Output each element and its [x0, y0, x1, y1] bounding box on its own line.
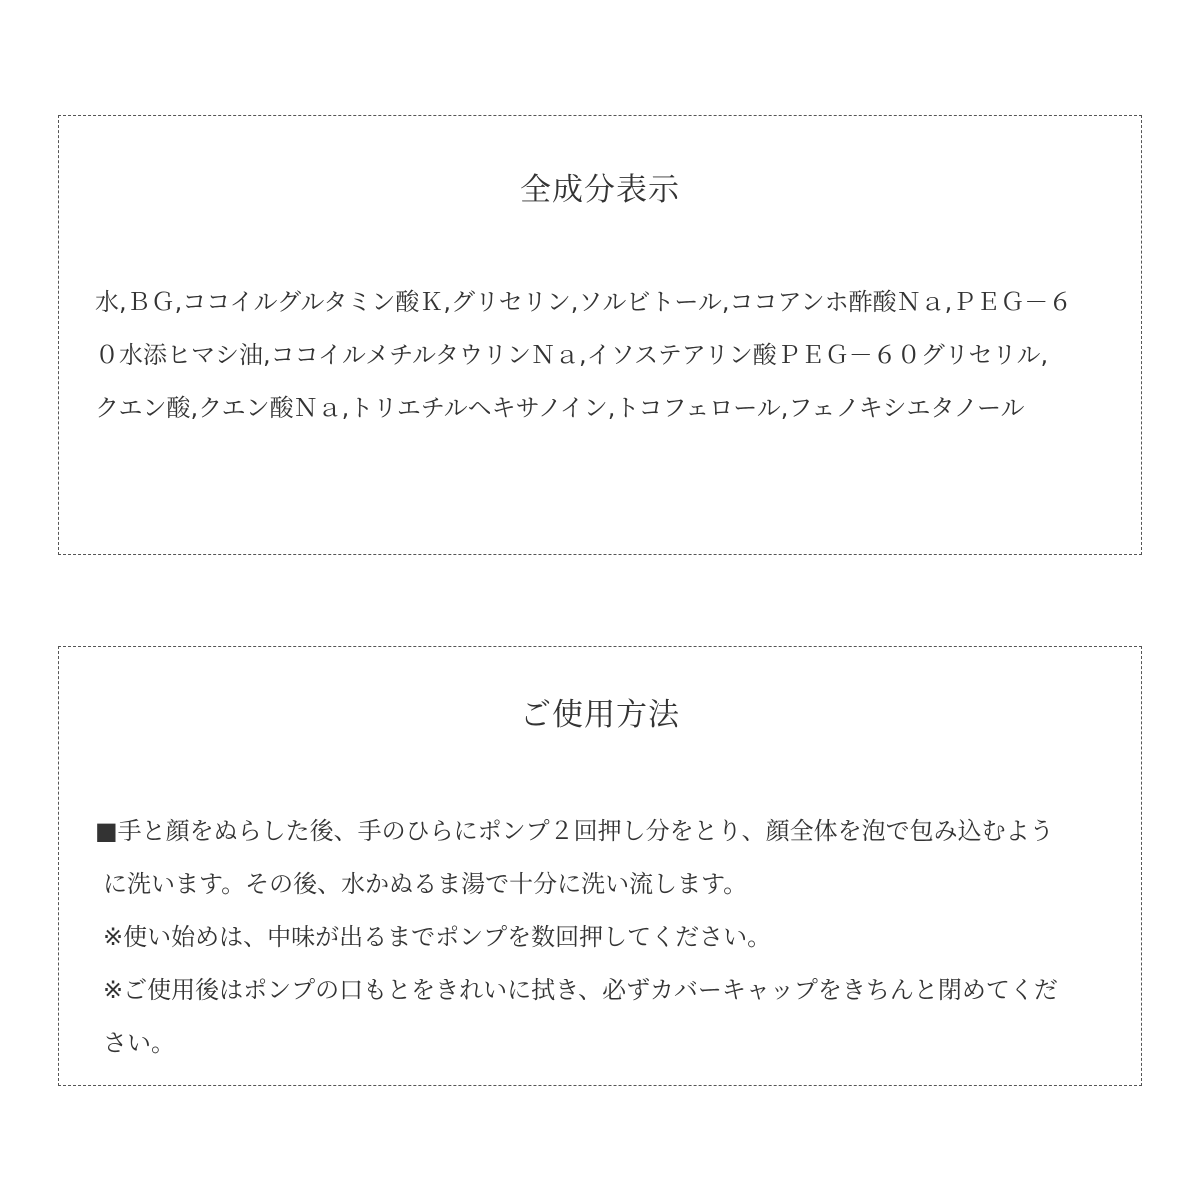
ingredients-panel [58, 115, 1142, 555]
ingredients-line: ０水添ヒマシ油,ココイルメチルタウリンＮａ,イソステアリン酸ＰＥＧ－６０グリセリル, [95, 341, 1049, 369]
usage-panel [58, 646, 1142, 1086]
usage-line: ※使い始めは、中味が出るまでポンプを数回押してください。 [103, 923, 772, 951]
usage-line: さい。 [103, 1029, 175, 1057]
ingredients-title: 全成分表示 [520, 172, 680, 208]
ingredients-list [95, 276, 1105, 435]
usage-title: ご使用方法 [520, 697, 680, 733]
usage-instructions [95, 805, 1105, 1070]
usage-line: ※ご使用後はポンプの口もとをきれいに拭き、必ずカバーキャップをきちんと閉めてくだ [103, 976, 1058, 1004]
usage-line: ■手と顔をぬらした後、手のひらにポンプ２回押し分をとり、顔全体を泡で包み込むよう [95, 817, 1054, 845]
ingredients-line: クエン酸,クエン酸Ｎａ,トリエチルヘキサノイン,トコフェロール,フェノキシエタノール [95, 394, 1025, 422]
usage-line: に洗います。その後、水かぬるま湯で十分に洗い流します。 [103, 870, 748, 898]
ingredients-line: 水,ＢＧ,ココイルグルタミン酸Ｋ,グリセリン,ソルビトール,ココアンホ酢酸Ｎａ,ＰＥＧ－６ [95, 288, 1073, 316]
